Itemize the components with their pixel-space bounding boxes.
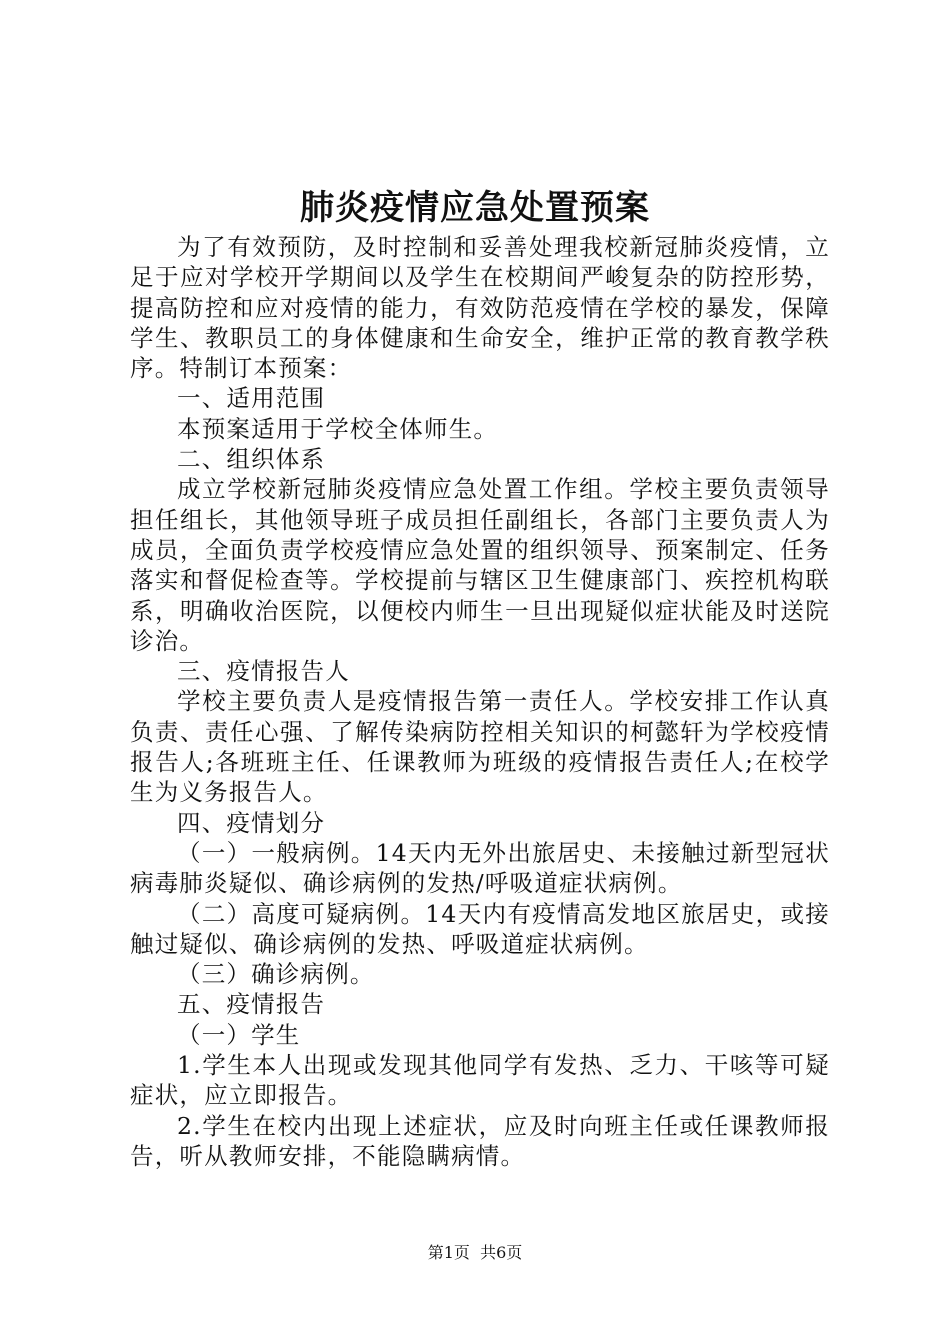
classification-item-3: （三）确诊病例。 <box>177 960 375 989</box>
section-heading-report: 五、疫情报告 <box>177 990 326 1019</box>
student-rule-2: 2.学生在校内出现上述症状，应及时向班主任或任课教师报告，听从教师安排，不能隐瞒病情。 <box>130 1111 830 1170</box>
intro-paragraph: 为了有效预防，及时控制和妥善处理我校新冠肺炎疫情，立足于应对学校开学期间以及学生在校期间严峻复杂的防控形势，提高防控和应对疫情的能力，有效防范疫情在学校的暴发，保障学生、教职员工的身体健康和生命安全，维护正常的教育教学秩序。特制订本预案： <box>130 233 830 383</box>
page-footer <box>0 1242 950 1264</box>
subsection-heading-students: （一）学生 <box>177 1020 301 1049</box>
section-heading-scope: 一、适用范围 <box>177 384 326 413</box>
reporter-paragraph: 学校主要负责人是疫情报告第一责任人。学校安排工作认真负责、责任心强、了解传染病防控相关知识的柯懿轩为学校疫情报告人;各班班主任、任课教师为班级的疫情报告责任人;在校学生为义务报告人。 <box>130 687 830 807</box>
document-title: 肺炎疫情应急处置预案 <box>300 188 650 228</box>
page-total: 共6页 <box>480 1243 523 1262</box>
scope-paragraph: 本预案适用于学校全体师生。 <box>177 414 499 443</box>
section-heading-reporter: 三、疫情报告人 <box>177 657 350 686</box>
classification-item-1: （一）一般病例。14天内无外出旅居史、未接触过新型冠状病毒肺炎疑似、确诊病例的发热/呼吸道症状病例。 <box>130 838 830 898</box>
student-rule-1: 1.学生本人出现或发现其他同学有发热、乏力、干咳等可疑症状，应立即报告。 <box>130 1051 830 1110</box>
page-number: 第1页 <box>427 1243 470 1262</box>
organization-paragraph: 成立学校新冠肺炎疫情应急处置工作组。学校主要负责领导担任组长，其他领导班子成员担任副组长，各部门主要负责人为成员，全面负责学校疫情应急处置的组织领导、预案制定、任务落实和督促检查等。学校提前与辖区卫生健康部门、疾控机构联系，明确收治医院，以便校内师生一旦出现疑似症状能及时送院诊治。 <box>130 475 830 655</box>
section-heading-organization: 二、组织体系 <box>177 445 326 474</box>
classification-item-2: （二）高度可疑病例。14天内有疫情高发地区旅居史，或接触过疑似、确诊病例的发热、呼吸道症状病例。 <box>130 899 830 958</box>
section-heading-classification: 四、疫情划分 <box>177 808 326 837</box>
document-body <box>130 232 830 1171</box>
